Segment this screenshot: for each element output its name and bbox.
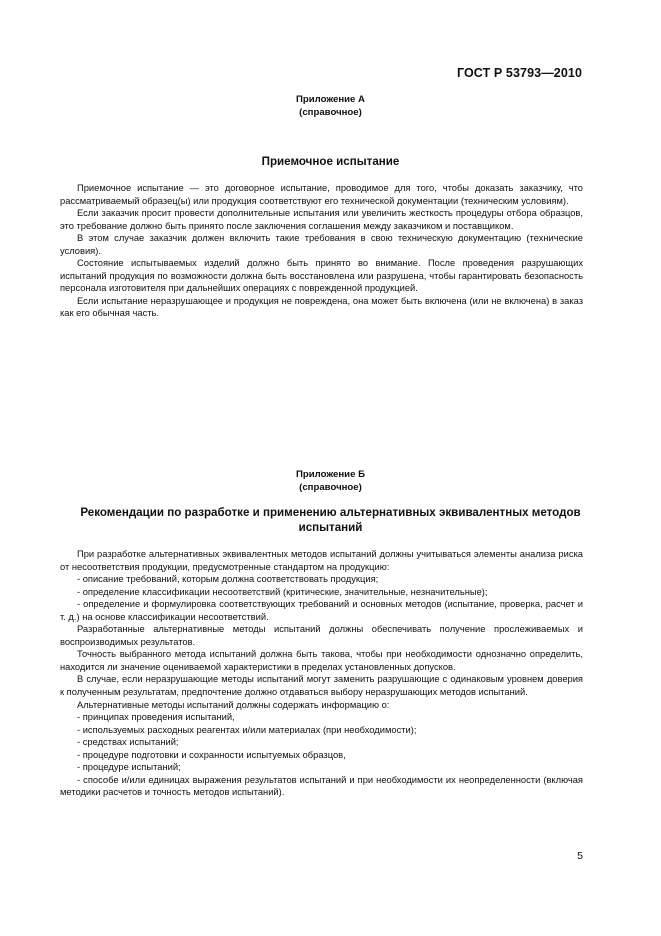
annex-a-label: Приложение А (296, 94, 365, 105)
annex-a-title: Приемочное испытание (261, 155, 400, 168)
annex-a-paragraph: Приемочное испытание — это договорное испытание, проводимое для того, чтобы доказать заказчику, что рассматриваемый образец(ы) или продукция соответствуют его технической документации (техническим условиям). (60, 183, 583, 206)
annex-b-list-item: - процедуре подготовки и сохранности испытуемых образцов, (77, 749, 346, 760)
annex-b-paragraph: Разработанные альтернативные методы испытаний должны обеспечивать получение прослеживаемых и воспроизводимых результатов. (60, 624, 583, 647)
annex-b-body (60, 548, 583, 799)
annex-b-paragraph: При разработке альтернативных эквивалентных методов испытаний должны учитываться элементы анализа риска от несоответствия продукции, предусмотренные стандартом на продукцию: (60, 549, 583, 572)
annex-b-list-item: - определение и формулировка соответствующих требований и основных методов (испытание, проверка, расчет и т. д.) на основе классификации несоответствий. (60, 599, 583, 622)
annex-b-paragraph: Точность выбранного метода испытаний должна быть такова, чтобы при необходимости однозначно определить, находится ли значение оцениваемой характеристики в пределах установленных допусков. (60, 649, 583, 672)
annex-a-paragraph: В этом случае заказчик должен включить такие требования в свою техническую документацию (технические условия). (60, 233, 583, 256)
annex-b-list-item: - описание требований, которым должна соответствовать продукция; (77, 574, 379, 585)
annex-b-title-line-2: испытаний (298, 521, 363, 534)
annex-b-list-item: - средствах испытаний; (77, 737, 179, 748)
annex-a-paragraph: Если заказчик просит провести дополнительные испытания или увеличить жесткость процедуры отбора образцов, это требование должно быть принято после заключения соглашения между заказчиком и поставщиком. (60, 208, 583, 231)
annex-b-list-item: - способе и/или единицах выражения результатов испытаний и при необходимости их неопределенности (включая методики расчетов и точность методов испытаний). (60, 774, 583, 798)
annex-b-label: Приложение Б (296, 469, 365, 480)
annex-b-paragraph: В случае, если неразрушающие методы испытаний могут заменить разрушающие с одинаковым уровнем доверия к полученным результатам, предпочтение должно отдаваться выбору неразрушающих методов испытаний. (60, 674, 583, 698)
annex-b-paragraph: Альтернативные методы испытаний должны содержать информацию о: (77, 699, 390, 710)
document-code: ГОСТ Р 53793—2010 (456, 66, 582, 80)
annex-a-paragraph: Состояние испытываемых изделий должно быть принято во внимание. После проведения разрушающих испытаний продукция по возможности должна быть восстановлена или разрушена, чтобы гарантировать безопасность персонала изготовителя при дальнейших операциях с поврежденной продукцией. (60, 258, 583, 294)
annex-a-paragraph: Если испытание неразрушающее и продукция не повреждена, она может быть включена (или не включена) в заказ как его обычная часть. (60, 295, 583, 319)
annex-a-body (60, 182, 583, 320)
annex-b-list-item: - принципах проведения испытаний, (77, 712, 235, 723)
annex-b-list-item: - используемых расходных реагентах и/или материалах (при необходимости); (77, 724, 417, 735)
annex-b-title-line-1: Рекомендации по разработке и применению альтернативных эквивалентных методов (80, 506, 581, 519)
annex-b-note: (справочное) (299, 482, 362, 493)
page-number: 5 (577, 850, 583, 862)
annex-a-note: (справочное) (299, 107, 362, 118)
annex-b-list-item: - процедуре испытаний; (77, 762, 181, 773)
annex-b-list-item: - определение классификации несоответствий (критические, значительные, незначительные); (77, 586, 488, 597)
